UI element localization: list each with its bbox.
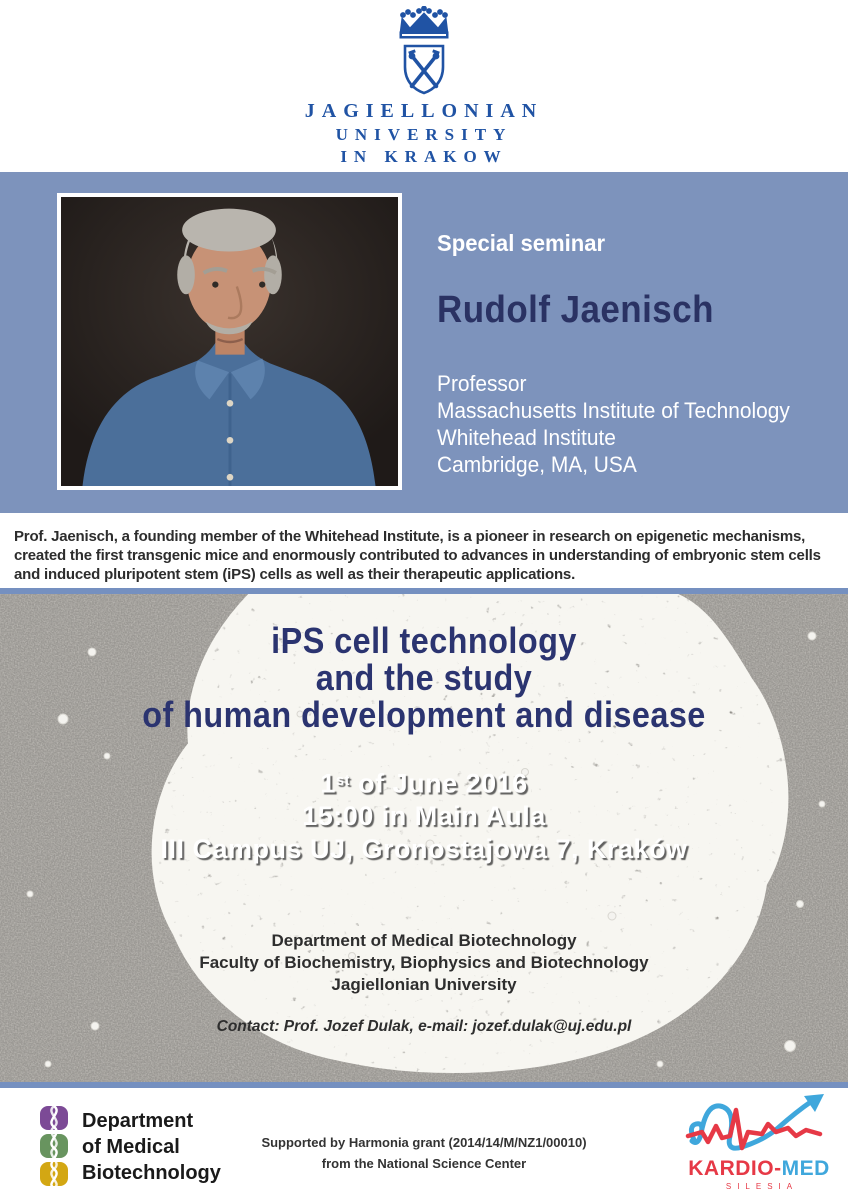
affiliation-line: Massachusetts Institute of Technology bbox=[437, 398, 790, 423]
photo-frame bbox=[57, 193, 402, 490]
heartbeat-icon bbox=[684, 1094, 834, 1156]
header bbox=[0, 0, 848, 172]
speaker-affiliation bbox=[437, 370, 837, 478]
talk-title-line: of human development and disease bbox=[142, 694, 706, 735]
speaker-photo bbox=[61, 197, 398, 486]
seminar-kicker: Special seminar bbox=[437, 230, 606, 256]
kardio-subtitle: SILESIA bbox=[725, 1182, 799, 1191]
footer bbox=[0, 1088, 848, 1200]
talk-title-line: iPS cell technology bbox=[271, 620, 577, 661]
university-crest-logo bbox=[376, 6, 472, 98]
talk-title-line: and the study bbox=[315, 657, 533, 698]
dept-logo-line: Biotechnology bbox=[82, 1162, 221, 1184]
affiliation-line: Professor bbox=[437, 371, 527, 396]
talk-date: 1st of June 2016 bbox=[320, 768, 528, 799]
speaker-text-block bbox=[437, 172, 837, 478]
bio-line: Prof. Jaenisch, a founding member of the Whitehead Institute, is a pioneer in research on epigenetic mechanisms, bbox=[14, 528, 806, 545]
micrograph-text-overlay bbox=[0, 594, 848, 1082]
speaker-band bbox=[0, 172, 848, 513]
university-name-line3: IN KRAKOW bbox=[340, 147, 508, 166]
micrograph-section bbox=[0, 594, 848, 1082]
speaker-name: Rudolf Jaenisch bbox=[437, 289, 714, 331]
kardio-med-logo bbox=[684, 1094, 834, 1191]
shield-icon bbox=[405, 46, 443, 93]
talk-time: 15:00 in Main Aula bbox=[302, 801, 546, 832]
university-name-line2: UNIVERSITY bbox=[335, 125, 513, 144]
affiliation-line: Cambridge, MA, USA bbox=[437, 452, 637, 477]
bio-line: created the first transgenic mice and enormously contributed to advances in understanding of embryonic stem cells bbox=[14, 547, 821, 564]
host-line: Jagiellonian University bbox=[331, 975, 517, 995]
host-block bbox=[0, 930, 848, 996]
grant-line: Supported by Harmonia grant (2014/14/M/NZ1/00010) bbox=[261, 1135, 587, 1150]
host-line: Faculty of Biochemistry, Biophysics and Biotechnology bbox=[199, 953, 649, 973]
dept-logo-line: Department bbox=[82, 1110, 194, 1132]
university-name-line1: JAGIELLONIAN bbox=[304, 100, 544, 122]
crown-icon bbox=[400, 6, 448, 38]
contact-line: Contact: Prof. Jozef Dulak, e-mail: jozef.dulak@uj.edu.pl bbox=[216, 1018, 632, 1036]
talk-when-block bbox=[0, 765, 848, 866]
bio-section bbox=[0, 513, 848, 588]
affiliation-line: Whitehead Institute bbox=[437, 425, 616, 450]
talk-address: III Campus UJ, Gronostajowa 7, Kraków bbox=[160, 834, 688, 865]
host-line: Department of Medical Biotechnology bbox=[271, 931, 577, 951]
bio-line: and induced pluripotent stem (iPS) cells as well as their therapeutic applications. bbox=[14, 566, 576, 583]
kardio-wordmark: KARDIO-MED bbox=[688, 1157, 830, 1180]
dept-logo-line: of Medical bbox=[82, 1136, 180, 1158]
grant-line: from the National Science Center bbox=[321, 1156, 527, 1171]
